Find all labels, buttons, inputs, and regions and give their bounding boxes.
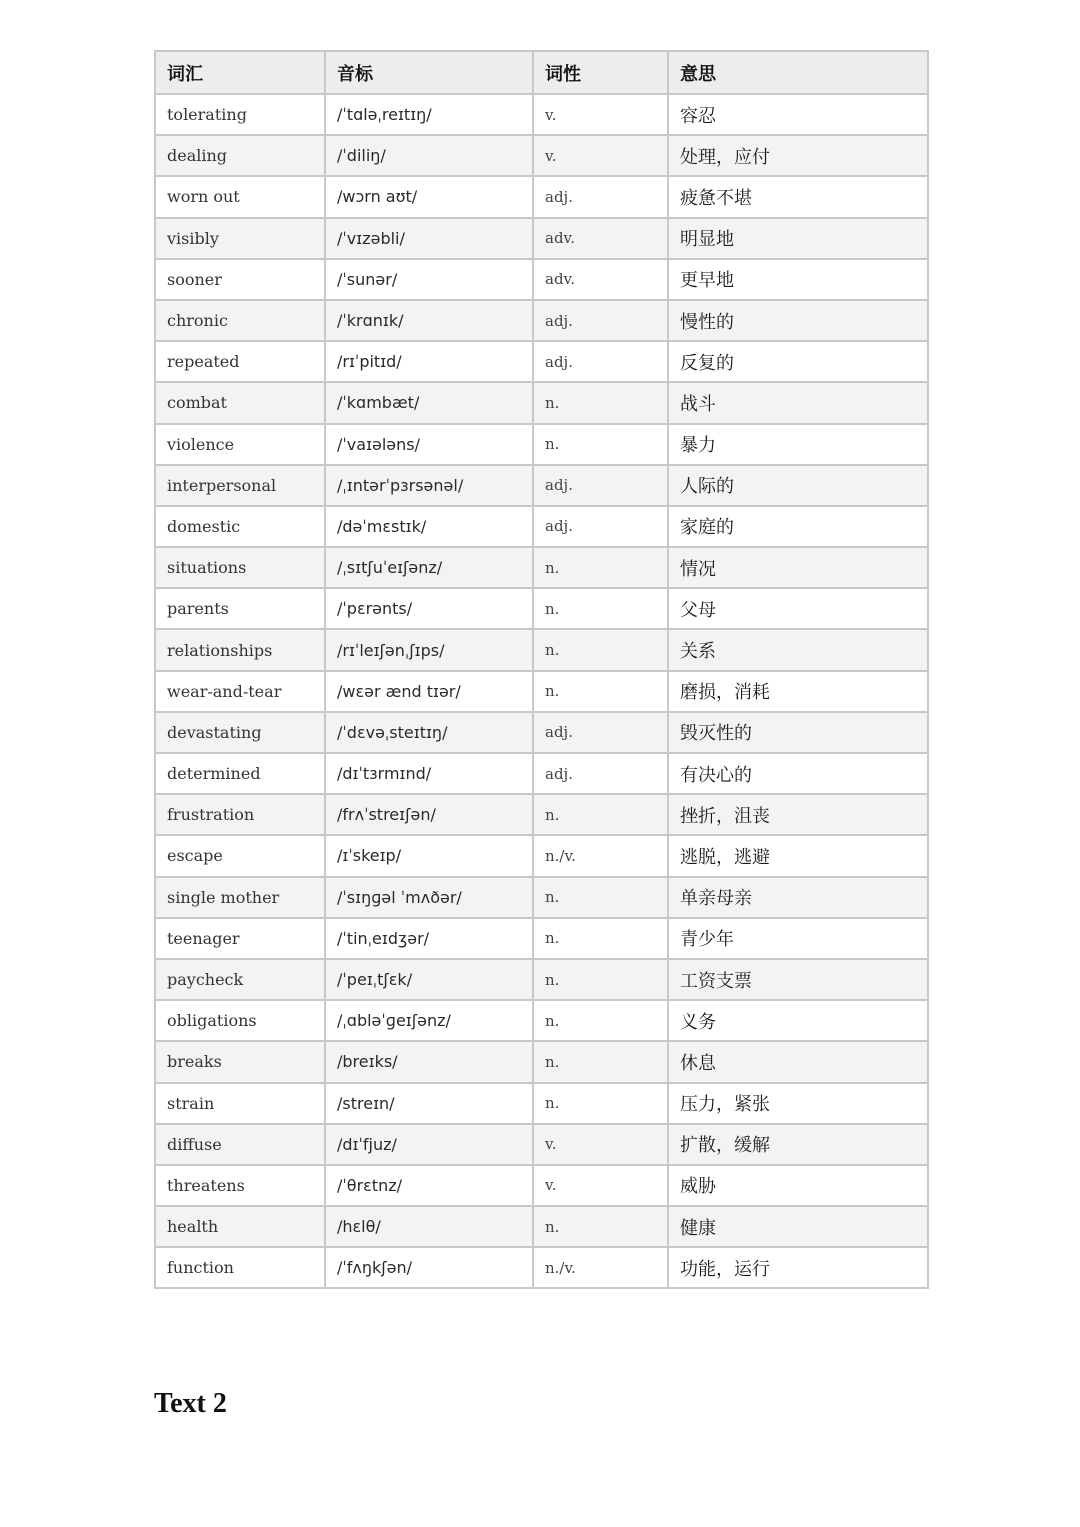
header-word: 词汇 xyxy=(155,51,325,94)
table-row xyxy=(155,629,928,670)
cell-phonetic: /wɛər ænd tɪər/ xyxy=(325,671,533,712)
cell-part-of-speech: n./v. xyxy=(533,1247,668,1288)
table-row xyxy=(155,1000,928,1041)
cell-phonetic: /ˈpɛrənts/ xyxy=(325,588,533,629)
cell-word: escape xyxy=(155,835,325,876)
cell-word: visibly xyxy=(155,218,325,259)
table-row xyxy=(155,1124,928,1165)
table-row xyxy=(155,176,928,217)
table-row xyxy=(155,835,928,876)
table-row xyxy=(155,547,928,588)
cell-meaning: 暴力 xyxy=(668,424,928,465)
cell-part-of-speech: n. xyxy=(533,1083,668,1124)
cell-part-of-speech: n. xyxy=(533,424,668,465)
cell-word: dealing xyxy=(155,135,325,176)
table-row xyxy=(155,1206,928,1247)
cell-meaning: 磨损，消耗 xyxy=(668,671,928,712)
cell-word: function xyxy=(155,1247,325,1288)
cell-meaning: 处理，应付 xyxy=(668,135,928,176)
cell-part-of-speech: n. xyxy=(533,1206,668,1247)
cell-part-of-speech: adv. xyxy=(533,259,668,300)
cell-phonetic: /dɪˈtɜrmɪnd/ xyxy=(325,753,533,794)
table-row xyxy=(155,382,928,423)
cell-part-of-speech: adj. xyxy=(533,300,668,341)
cell-word: obligations xyxy=(155,1000,325,1041)
table-row xyxy=(155,94,928,135)
cell-part-of-speech: n. xyxy=(533,671,668,712)
cell-part-of-speech: n. xyxy=(533,382,668,423)
cell-word: breaks xyxy=(155,1041,325,1082)
cell-part-of-speech: n. xyxy=(533,794,668,835)
cell-phonetic: /ˈtɑləˌreɪtɪŋ/ xyxy=(325,94,533,135)
cell-phonetic: /rɪˈpitɪd/ xyxy=(325,341,533,382)
cell-phonetic: /streɪn/ xyxy=(325,1083,533,1124)
cell-word: sooner xyxy=(155,259,325,300)
cell-part-of-speech: n. xyxy=(533,1041,668,1082)
cell-phonetic: /ˌɪntərˈpɜrsənəl/ xyxy=(325,465,533,506)
cell-meaning: 家庭的 xyxy=(668,506,928,547)
table-row xyxy=(155,1083,928,1124)
cell-phonetic: /ˈkrɑnɪk/ xyxy=(325,300,533,341)
cell-phonetic: /ˈθrɛtnz/ xyxy=(325,1165,533,1206)
table-row xyxy=(155,1165,928,1206)
table-row xyxy=(155,918,928,959)
cell-word: frustration xyxy=(155,794,325,835)
cell-phonetic: /ɪˈskeɪp/ xyxy=(325,835,533,876)
cell-word: chronic xyxy=(155,300,325,341)
cell-meaning: 工资支票 xyxy=(668,959,928,1000)
vocabulary-table xyxy=(154,50,929,1289)
cell-word: combat xyxy=(155,382,325,423)
cell-phonetic: /dɪˈfjuz/ xyxy=(325,1124,533,1165)
cell-phonetic: /ˌɑbləˈɡeɪʃənz/ xyxy=(325,1000,533,1041)
cell-phonetic: /ˌsɪtʃuˈeɪʃənz/ xyxy=(325,547,533,588)
cell-word: interpersonal xyxy=(155,465,325,506)
table-row xyxy=(155,341,928,382)
cell-word: parents xyxy=(155,588,325,629)
cell-meaning: 青少年 xyxy=(668,918,928,959)
table-row xyxy=(155,218,928,259)
cell-part-of-speech: adj. xyxy=(533,176,668,217)
cell-part-of-speech: adv. xyxy=(533,218,668,259)
cell-word: threatens xyxy=(155,1165,325,1206)
cell-meaning: 情况 xyxy=(668,547,928,588)
cell-part-of-speech: n./v. xyxy=(533,835,668,876)
cell-meaning: 更早地 xyxy=(668,259,928,300)
cell-word: tolerating xyxy=(155,94,325,135)
cell-part-of-speech: n. xyxy=(533,877,668,918)
cell-word: domestic xyxy=(155,506,325,547)
cell-meaning: 反复的 xyxy=(668,341,928,382)
cell-phonetic: /ˈsɪŋɡəl ˈmʌðər/ xyxy=(325,877,533,918)
cell-phonetic: /hɛlθ/ xyxy=(325,1206,533,1247)
cell-phonetic: /rɪˈleɪʃənˌʃɪps/ xyxy=(325,629,533,670)
cell-part-of-speech: adj. xyxy=(533,341,668,382)
table-row xyxy=(155,877,928,918)
table-body xyxy=(155,94,928,1288)
cell-phonetic: /ˈtinˌeɪdʒər/ xyxy=(325,918,533,959)
cell-phonetic: /ˈvaɪələns/ xyxy=(325,424,533,465)
cell-part-of-speech: adj. xyxy=(533,712,668,753)
table-row xyxy=(155,465,928,506)
cell-meaning: 威胁 xyxy=(668,1165,928,1206)
table-row xyxy=(155,135,928,176)
cell-word: diffuse xyxy=(155,1124,325,1165)
cell-phonetic: /ˈfʌŋkʃən/ xyxy=(325,1247,533,1288)
section-heading: Text 2 xyxy=(154,1388,227,1419)
cell-meaning: 明显地 xyxy=(668,218,928,259)
table-row xyxy=(155,671,928,712)
table-row xyxy=(155,712,928,753)
cell-meaning: 慢性的 xyxy=(668,300,928,341)
cell-part-of-speech: n. xyxy=(533,588,668,629)
cell-part-of-speech: v. xyxy=(533,1165,668,1206)
cell-meaning: 毁灭性的 xyxy=(668,712,928,753)
table-row xyxy=(155,506,928,547)
cell-meaning: 扩散，缓解 xyxy=(668,1124,928,1165)
cell-word: teenager xyxy=(155,918,325,959)
cell-word: relationships xyxy=(155,629,325,670)
cell-phonetic: /wɔrn aʊt/ xyxy=(325,176,533,217)
header-meaning: 意思 xyxy=(668,51,928,94)
cell-meaning: 逃脱，逃避 xyxy=(668,835,928,876)
cell-part-of-speech: n. xyxy=(533,959,668,1000)
table-row xyxy=(155,1041,928,1082)
cell-phonetic: /ˈsunər/ xyxy=(325,259,533,300)
table-row xyxy=(155,259,928,300)
cell-word: violence xyxy=(155,424,325,465)
cell-meaning: 健康 xyxy=(668,1206,928,1247)
cell-part-of-speech: adj. xyxy=(533,753,668,794)
cell-phonetic: /ˈdɛvəˌsteɪtɪŋ/ xyxy=(325,712,533,753)
cell-part-of-speech: adj. xyxy=(533,506,668,547)
cell-meaning: 功能，运行 xyxy=(668,1247,928,1288)
cell-meaning: 义务 xyxy=(668,1000,928,1041)
cell-word: situations xyxy=(155,547,325,588)
cell-meaning: 容忍 xyxy=(668,94,928,135)
cell-word: wear-and-tear xyxy=(155,671,325,712)
cell-phonetic: /ˈvɪzəbli/ xyxy=(325,218,533,259)
cell-meaning: 休息 xyxy=(668,1041,928,1082)
cell-phonetic: /ˈkɑmbæt/ xyxy=(325,382,533,423)
cell-word: worn out xyxy=(155,176,325,217)
cell-word: strain xyxy=(155,1083,325,1124)
cell-word: health xyxy=(155,1206,325,1247)
cell-meaning: 战斗 xyxy=(668,382,928,423)
cell-meaning: 单亲母亲 xyxy=(668,877,928,918)
table-header-row xyxy=(155,51,928,94)
cell-phonetic: /ˈdiliŋ/ xyxy=(325,135,533,176)
cell-part-of-speech: n. xyxy=(533,1000,668,1041)
cell-meaning: 关系 xyxy=(668,629,928,670)
cell-part-of-speech: v. xyxy=(533,94,668,135)
cell-part-of-speech: v. xyxy=(533,1124,668,1165)
cell-meaning: 疲惫不堪 xyxy=(668,176,928,217)
cell-word: paycheck xyxy=(155,959,325,1000)
cell-part-of-speech: n. xyxy=(533,547,668,588)
cell-word: single mother xyxy=(155,877,325,918)
cell-word: determined xyxy=(155,753,325,794)
header-phonetic: 音标 xyxy=(325,51,533,94)
cell-meaning: 压力，紧张 xyxy=(668,1083,928,1124)
cell-phonetic: /ˈpeɪˌtʃɛk/ xyxy=(325,959,533,1000)
table-row xyxy=(155,424,928,465)
cell-meaning: 人际的 xyxy=(668,465,928,506)
table-row xyxy=(155,794,928,835)
cell-word: repeated xyxy=(155,341,325,382)
table-row xyxy=(155,300,928,341)
cell-phonetic: /dəˈmɛstɪk/ xyxy=(325,506,533,547)
table-row xyxy=(155,753,928,794)
cell-phonetic: /breɪks/ xyxy=(325,1041,533,1082)
table-row xyxy=(155,1247,928,1288)
cell-part-of-speech: adj. xyxy=(533,465,668,506)
cell-meaning: 父母 xyxy=(668,588,928,629)
table-row xyxy=(155,959,928,1000)
cell-meaning: 有决心的 xyxy=(668,753,928,794)
cell-word: devastating xyxy=(155,712,325,753)
table-row xyxy=(155,588,928,629)
cell-meaning: 挫折，沮丧 xyxy=(668,794,928,835)
cell-phonetic: /frʌˈstreɪʃən/ xyxy=(325,794,533,835)
cell-part-of-speech: n. xyxy=(533,918,668,959)
cell-part-of-speech: v. xyxy=(533,135,668,176)
header-part-of-speech: 词性 xyxy=(533,51,668,94)
cell-part-of-speech: n. xyxy=(533,629,668,670)
